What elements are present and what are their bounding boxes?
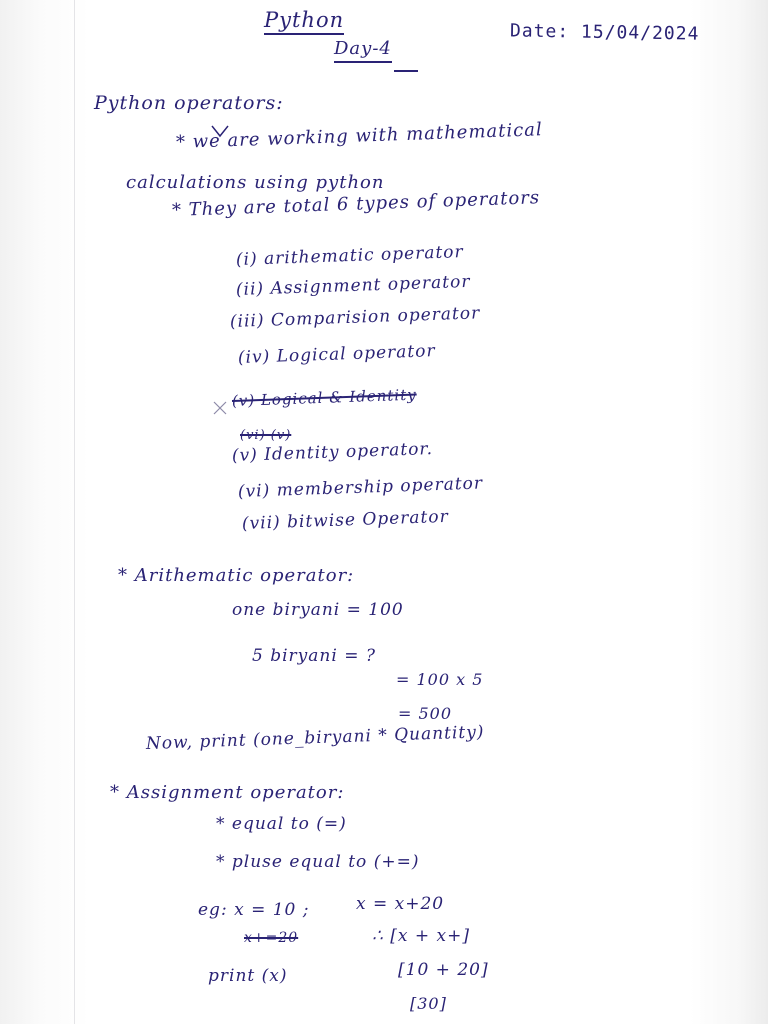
note-line: print (x): [208, 966, 288, 986]
note-line: eg: x = 10 ;: [198, 900, 310, 920]
list-item: (v) Identity operator.: [231, 438, 434, 466]
margin-line: [74, 0, 75, 1024]
note-line: [10 + 20]: [398, 960, 489, 980]
note-line: * equal to (=): [216, 814, 347, 834]
cross-mark: [212, 400, 230, 418]
crossed-text: x+=20: [244, 930, 299, 946]
list-item: (vi) membership operator: [237, 473, 484, 502]
note-line: x = x+20: [356, 894, 445, 914]
note-line: ∴ [x + x+]: [372, 926, 470, 946]
date-text: Date: 15/04/2024: [509, 20, 700, 45]
section-heading-operators: Python operators:: [94, 92, 284, 114]
note-line: calculations using python: [126, 172, 385, 193]
note-line: 5 biryani = ?: [252, 646, 376, 666]
note-line: * pluse equal to (+=): [216, 852, 420, 872]
list-item: (iii) Comparision operator: [229, 303, 481, 332]
subtitle-underline: [394, 70, 418, 72]
list-item: (ii) Assignment operator: [235, 271, 471, 300]
list-item-crossed: (v) Logical & Identity: [231, 385, 417, 410]
page-title: Python: [264, 8, 344, 35]
note-line: = 500: [398, 704, 453, 723]
note-line: Now, print (one_biryani * Quantity): [145, 722, 485, 754]
page-subtitle: Day-4: [334, 38, 392, 63]
list-item-crossed: (vi) (v): [240, 428, 292, 443]
note-line: * They are total 6 types of operators: [171, 187, 541, 221]
note-line: * we are working with mathematical: [175, 119, 544, 153]
section-heading-arithmetic: * Arithematic operator:: [118, 565, 355, 586]
caret-mark: [210, 124, 230, 140]
list-item: (i) arithematic operator: [235, 242, 464, 270]
section-heading-assignment: * Assignment operator:: [110, 782, 345, 803]
list-item: (vii) bitwise Operator: [241, 506, 450, 534]
note-line: = 100 x 5: [396, 670, 484, 689]
note-line: [30]: [410, 994, 447, 1013]
note-line: one biryani = 100: [232, 600, 404, 620]
list-item: (iv) Logical operator: [237, 341, 436, 368]
